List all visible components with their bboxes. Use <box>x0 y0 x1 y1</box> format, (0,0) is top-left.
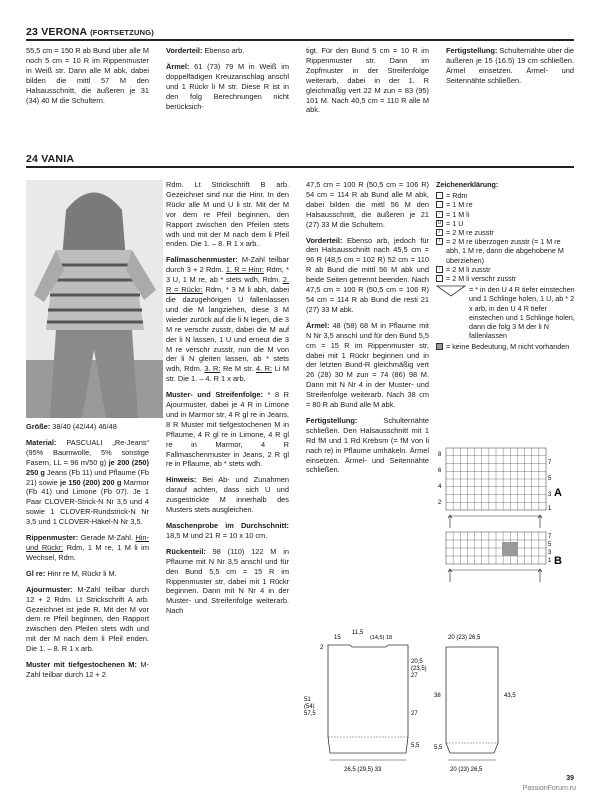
paragraph-heading: Vorderteil: <box>166 46 203 55</box>
symbol-legend <box>436 180 576 352</box>
legend-text: = 1 M li <box>446 209 470 219</box>
arrow-left-icon <box>538 569 542 582</box>
legend-text: = Rdm <box>446 191 468 201</box>
section-rule <box>26 166 574 168</box>
paragraph: tigt. Für den Bund 5 cm = 10 R im Rippenmuster str. Dann im Zopfmuster in der Streifenfolge weiterarb, dabei in der 1. R gleichmäßig vert 22 M zun = 83 (95) 101 M. Nach 40,5 cm = 110 R alle M abk. <box>306 46 429 115</box>
column-text <box>446 46 574 92</box>
paragraph-heading: Größe: <box>26 422 51 431</box>
row-number: 8 <box>438 452 442 458</box>
paragraph: Rdm, * 3 U, 1 M re, ab * stets wdh, Rdm. <box>166 265 289 285</box>
dimension-label: (23,5) <box>411 666 427 672</box>
paragraph: * 8 R Ajourmuster, dabei je 4 R in Limone und in Marmor str, 4 R gl re in Jeans, 8 R Muster mit tiefgestochenen M in Pflaume, 4 R gl re in Limone, 4 R gl re in Marmor, 4 R Fallmaschenmuster in Jeans, 2 R gl re in Pflaume, ab * stets wdh. <box>166 390 289 469</box>
paragraph-heading: Vorderteil: <box>306 235 343 245</box>
legend-symbol: \ <box>436 238 443 245</box>
legend-symbol: - <box>436 266 443 273</box>
legend-item <box>436 210 576 219</box>
section-name: VANIA <box>41 153 75 165</box>
chart-shaded-cells <box>502 542 518 556</box>
paragraph: Rdm, * 3 M li abh, dabei die dazugehörigen U fallenlassen und die M langziehen, diese 3 M wieder zurück auf die li N legen, die 3 M re verschr zusstr, dabei die M auf der li N lassen, 1 U und erneut die 3 M re verschr zusstr, nun die M von der li N gleiten lassen, ab * stets wdh, Rdm. <box>166 285 289 374</box>
paragraph-heading: Muster- und Streifenfolge: <box>166 390 263 400</box>
dimension-label: 57,5 <box>304 711 316 717</box>
paragraph: Ebenso arb, jedoch für den Halsausschnitt nach 45,5 cm = 96 R (48,5 cm = 102 R) 52 cm = 110 R ab Bund die mittl 56 M abk und beide Seiten getrennt beenden. Nach 47,5 cm = 100 R (50,5 cm = 106 R) 54 cm = 114 R ab Bund die resti 21 (27) 33 M abk. <box>306 235 429 314</box>
dimension-label: 5,5 <box>411 743 420 749</box>
paragraph: Gerade M-Zahl. <box>80 533 133 543</box>
paragraph-heading: Fertigstellung: <box>306 415 358 425</box>
body-schematic <box>300 625 450 775</box>
dimension-label: 15 <box>334 635 341 641</box>
triangle-symbol-icon <box>436 285 466 297</box>
paragraph-heading: Hinweis: <box>166 475 197 485</box>
legend-item <box>436 342 576 351</box>
legend-text: = 2 M re zusstr <box>446 228 494 238</box>
dimension-label: 27 <box>411 673 418 679</box>
sleeve-schematic <box>436 625 576 775</box>
row-number: 3 <box>548 492 552 498</box>
section-number: 23 <box>26 26 39 38</box>
paragraph: Schulternähte über die äußeren je 15 (16.5) 19 cm schließen. Ärmel einsetzen. Ärmel- und Seitennähte schließen. <box>446 46 574 85</box>
paragraph: Marmor (Fb 41) und Limone (Fb 07). Je 1 Paar CLOVER-Strick-N Nr 3,5 und 4 sowie 1 CLOVER-Rundstrick-N Nr 3,5 und 1 CLOVER-Häkel-N Nr 3,5. <box>26 477 150 527</box>
paragraph: 55,5 cm = 150 R ab Bund über alle M noch 5 cm = 10 R im Rippenmuster in Weiß str. Dann alle M abk, dabei bilden die mittl 57 M den Halsausschnitt, die äußeren je 31 (34) 40 M die Schultern. <box>26 46 149 105</box>
paragraph-underline: 1. R = Hinr: <box>225 265 264 275</box>
dimension-label: 20 (23) 26,5 <box>450 767 483 773</box>
arrow-right-icon <box>448 569 452 582</box>
paragraph-underline: 4. R: <box>255 364 273 374</box>
paragraph: Jeans (Fb 11) und Pflaume (Fb 21) sowie <box>26 467 149 487</box>
paragraph: 48 (58) 68 M in Pflaume mit N Nr 3,5 anschl und für den Bund 5,5 cm = 15 R im Rippenmuster str, dabei mit 1 Rückr beginnen und in der letzten Bund-R gleichmäßig vert 26 (28) 30 M zun = 74 (86) 98 M. Dann mit N Nr 4 in der Muster- und Streifenfolge weiterarb. Nach 38 cm = 80 R ab Bund alle M abk. <box>306 320 429 410</box>
paragraph-underline: Hin- und Rückr: <box>26 533 149 552</box>
paragraph-heading: Ärmel: <box>166 61 190 71</box>
row-number: 1 <box>548 558 552 564</box>
paragraph-heading: Fallmaschenmuster: <box>166 255 238 265</box>
paragraph: M-Zahl teilbar durch 12 + 2 Rdm. Lt Strickschrift A arb. Gezeichnet ist jede R. Mit der M vor dem re Pfeil beginnen, den Rapport zwischen den Pfeilen stets wdh und mit der M nach dem li Pfeil enden. Die 1. – 8. R 1 x arb. <box>26 584 149 654</box>
model-photo <box>26 180 163 418</box>
legend-text: = 2 M li zusstr <box>446 264 491 274</box>
row-number: 7 <box>548 460 552 466</box>
section-title-23 <box>26 26 154 38</box>
row-number: 1 <box>548 506 552 512</box>
column-text <box>306 180 429 481</box>
paragraph-heading: Material: <box>26 437 57 447</box>
column-text <box>26 422 149 686</box>
row-number: 7 <box>548 534 552 540</box>
legend-text: = 2 M re überzogen zusstr (= 1 M re abh, 1 M re, dann die abgehobene M überziehen) <box>446 237 564 265</box>
legend-text: = keine Bedeutung, M nicht vorhanden <box>446 342 570 352</box>
section-rule <box>26 39 574 41</box>
column-text <box>166 180 289 622</box>
column-text <box>306 46 429 121</box>
paragraph: PASCUALI „Re-Jeans“ (95% Baumwolle, 5% sonstige Fasern, LL = 96 m/50 g) <box>26 437 149 467</box>
legend-symbol: / <box>436 229 443 236</box>
row-number: 3 <box>548 550 552 556</box>
legend-symbol <box>436 201 443 208</box>
legend-item <box>436 228 576 237</box>
paragraph: Rdm, 1 M re, 1 M li im Wechsel, Rdm. <box>26 542 149 562</box>
paragraph: 98 (110) 122 M in Pflaume mit N Nr 3,5 anschl und für den Bund 5,5 cm = 15 R im Rippenmuster str, dabei mit 1 Rückr beginnen. Dann mit N Nr 4 in der Muster- und Streifenfolge weiterarb. Nach <box>166 546 289 616</box>
dimension-label: 43,5 <box>504 693 516 699</box>
legend-symbol <box>436 192 443 199</box>
row-number: 5 <box>548 542 552 548</box>
section-title-24 <box>26 153 74 165</box>
legend-item <box>436 191 576 200</box>
paragraph: Ebenso arb. <box>204 46 245 55</box>
legend-item <box>436 200 576 209</box>
section-name: VERONA <box>41 26 87 38</box>
model-illustration <box>26 180 163 418</box>
paragraph: M-Zahl teilbar durch 3 + 2 Rdm. <box>166 255 289 275</box>
paragraph-heading: Gl re: <box>26 568 46 578</box>
paragraph: Bei Ab- und Zunahmen darauf achten, dass sich U und zusgestrickte M innerhalb des Musters stets ausgleichen. <box>166 475 289 515</box>
row-number: 5 <box>548 476 552 482</box>
sleeve-outline <box>446 647 498 753</box>
dimension-label: 2 <box>320 645 324 651</box>
dimension-label: (14,5) 18 <box>370 635 393 641</box>
paragraph-heading: Muster mit tiefgestochenen M: <box>26 660 137 670</box>
chart-grid-b <box>436 530 576 600</box>
chart-label-a: A <box>554 487 562 499</box>
dimension-label: 38 <box>434 693 441 699</box>
legend-item <box>436 285 576 340</box>
paragraph-emphasis: je 200 (250) 250 g <box>26 457 149 477</box>
paragraph-heading: Ajourmuster: <box>26 584 73 594</box>
chart-label-b: B <box>554 555 562 567</box>
paragraph: Rdm. Lt Strickschrift B arb. Gezeichnet sind nur die Hinr. In den Rückr alle M und U li str. Mit der M vor dem re Pfeil beginnen, den Rapport zwischen den Pfeilen stets wdh und mit der M nach dem li Pfeil enden. Die 1. – 8. R 1 x arb. <box>166 180 289 249</box>
legend-item <box>436 265 576 274</box>
dimension-label: 5,5 <box>434 745 443 751</box>
paragraph: Schulternähte schließen. Den Halsausschnitt mit 1 Rd fM und 1 Rd Krebsm (= fM von li nach re) in Pflaume umhäkeln. Ärmel einsetzen. Ärmel- und Seitennähte schließen. <box>306 415 429 475</box>
watermark: PassionForum.ru <box>522 785 576 792</box>
paragraph: Hinr re M, Rückr li M. <box>47 568 117 578</box>
paragraph-underline: 2. R = Rückr: <box>166 275 289 295</box>
paragraph: Li M str. Die 1. – 4. R 1 x arb. <box>166 364 290 384</box>
paragraph: 38/40 (42/44) 46/48 <box>52 422 117 431</box>
legend-text: = * in den U 4 R tiefer einstechen und 1 Schlinge holen, 1 U, ab * 2 x arb, in den U 4 R tiefer einstechen und 1 Schlinge holen, dann die folg 3 M der li N fallenlassen <box>469 285 575 341</box>
legend-item <box>436 237 576 265</box>
row-number: 4 <box>438 484 442 490</box>
legend-symbol: - <box>436 275 443 282</box>
grey-box-icon <box>436 343 443 350</box>
paragraph-heading: Rückenteil: <box>166 546 206 556</box>
row-number: 2 <box>438 500 442 506</box>
legend-item <box>436 274 576 283</box>
legend-title: Zeichenerklärung: <box>436 180 499 189</box>
paragraph: M-Zahl teilbar durch 12 + 2 <box>26 660 150 679</box>
dimension-label: 26,5 (29,5) 33 <box>344 767 382 773</box>
arrow-left-icon <box>538 515 542 528</box>
row-number: 6 <box>438 468 442 474</box>
legend-text: = 2 M li verschr zusstr <box>446 274 517 284</box>
legend-text: = 1 M re <box>446 200 473 210</box>
paragraph-heading: Maschenprobe im Durchschnitt: <box>166 521 289 530</box>
dimension-label: 20,5 <box>411 659 423 665</box>
dimension-label: 27 <box>411 711 418 717</box>
legend-symbol: - <box>436 211 443 218</box>
paragraph-heading: Ärmel: <box>306 320 330 330</box>
section-number: 24 <box>26 153 39 165</box>
column-text <box>166 46 289 117</box>
paragraph-emphasis: je 150 (200) 200 g <box>59 477 122 487</box>
paragraph: Re M str. <box>222 364 254 374</box>
section-continuation: (FORTSETZUNG) <box>90 28 154 37</box>
paragraph-heading: Rippenmuster: <box>26 533 79 543</box>
column-text <box>26 46 149 111</box>
dimension-label: 20 (23) 26,5 <box>448 635 481 641</box>
dimension-label: (54) <box>304 704 315 710</box>
paragraph: 61 (73) 79 M in Weiß im doppelfädigen Kreuzanschlag anschl und 1 Rückr li M str. Diese R ist in den folg Berechnungen nicht berücksich- <box>166 61 289 111</box>
body-outline <box>328 645 408 753</box>
paragraph-underline: 3. R: <box>204 364 221 374</box>
legend-item <box>436 219 576 228</box>
arrow-right-icon <box>448 515 452 528</box>
dimension-label: 11,5 <box>352 630 364 636</box>
paragraph: 47,5 cm = 100 R (50,5 cm = 106 R) 54 cm = 114 R ab Bund alle M abk, dabei bilden die mittl 56 M den Halsausschnitt, die äußeren je 21 (27) 33 M die Schultern. <box>306 180 429 229</box>
legend-text: = 1 U <box>446 218 464 228</box>
page-number: 39 <box>566 775 574 782</box>
paragraph: 18,5 M und 21 R = 10 x 10 cm. <box>166 530 268 540</box>
paragraph-heading: Fertigstellung: <box>446 46 498 55</box>
legend-symbol: U <box>437 219 442 226</box>
dimension-label: 51 <box>304 697 311 703</box>
